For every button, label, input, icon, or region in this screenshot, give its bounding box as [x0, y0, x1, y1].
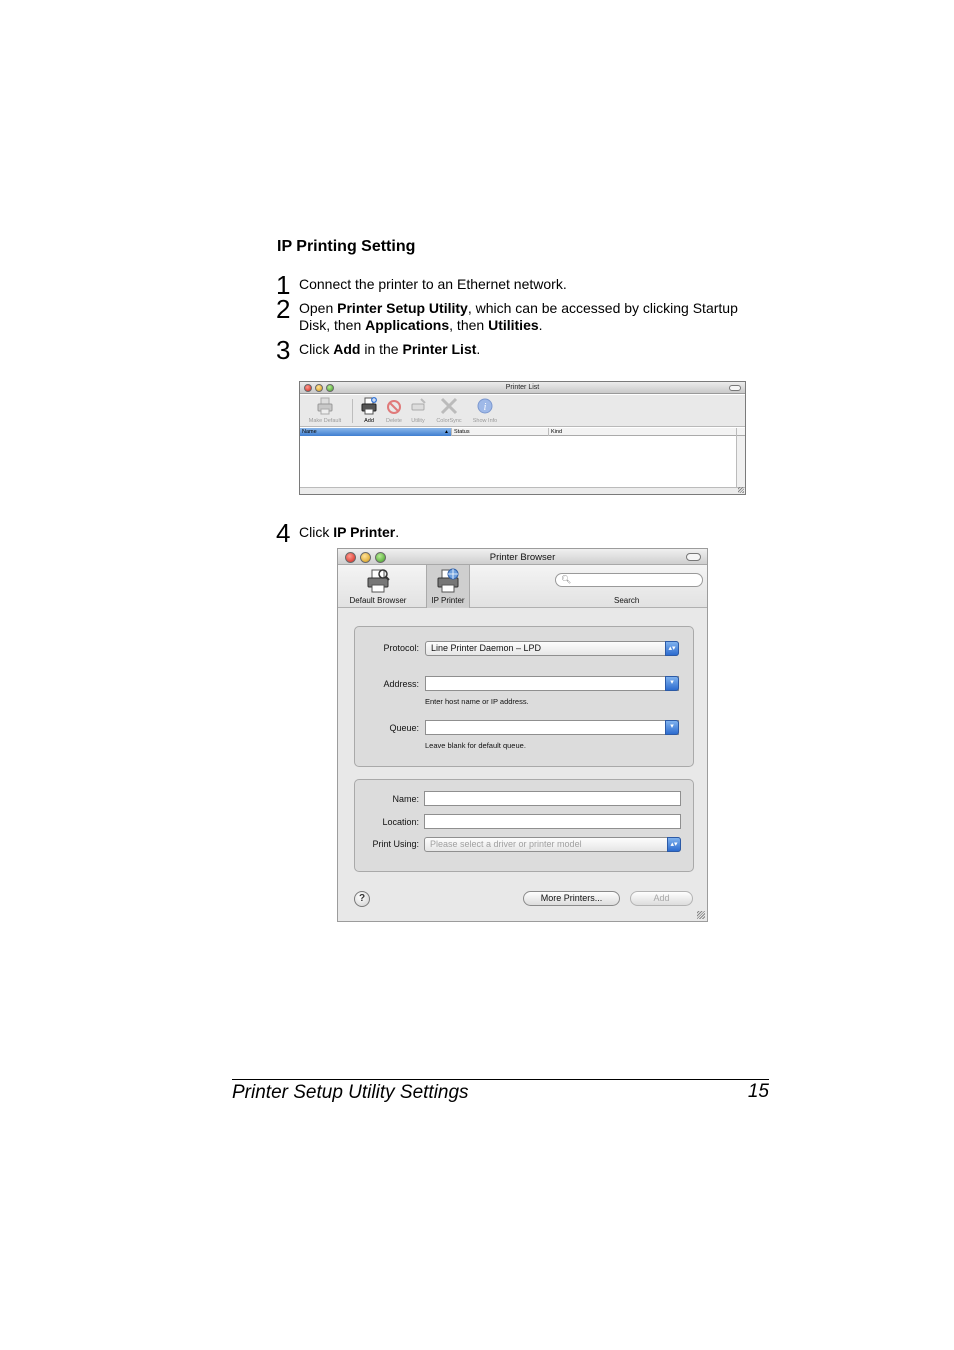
- window-titlebar: [300, 382, 745, 394]
- printer-details-group: [354, 779, 694, 872]
- window-title: Printer List: [505, 384, 540, 391]
- step-text: [299, 341, 759, 358]
- print-using-select[interactable]: [424, 837, 681, 852]
- window-titlebar: [338, 548, 707, 565]
- sort-ascending-icon: ▲: [444, 429, 449, 435]
- make-default-label: Make Default: [308, 418, 342, 424]
- footer-title: Printer Setup Utility Settings: [232, 1082, 469, 1103]
- step-run: .: [476, 341, 481, 357]
- search-label: Search: [614, 596, 640, 605]
- step-emphasis: Applications: [365, 317, 450, 333]
- step-emphasis: Utilities: [488, 317, 539, 333]
- column-status[interactable]: [452, 428, 549, 436]
- step-run: .: [538, 317, 543, 333]
- step-emphasis: IP Printer: [333, 524, 396, 540]
- resize-grip-icon[interactable]: [738, 487, 744, 493]
- default-browser-button[interactable]: [343, 565, 413, 608]
- step-run: in the: [360, 341, 403, 357]
- column-name[interactable]: [300, 428, 452, 436]
- step-run: Connect the printer to an Ethernet network.: [299, 276, 567, 292]
- add-button[interactable]: Add: [630, 891, 693, 906]
- show-info-label: Show Info: [472, 418, 498, 424]
- address-label: Address:: [383, 679, 419, 689]
- more-printers-button[interactable]: More Printers...: [523, 891, 620, 906]
- ip-printer-button[interactable]: [426, 565, 470, 608]
- protocol-select[interactable]: [425, 641, 679, 656]
- address-hint: Enter host name or IP address.: [425, 697, 529, 706]
- ip-printer-icon: [435, 568, 461, 594]
- printer-list-window: [299, 381, 746, 495]
- help-button[interactable]: ?: [354, 891, 370, 907]
- dropdown-arrow-icon[interactable]: ▾: [665, 720, 679, 735]
- step-text: [299, 524, 759, 541]
- queue-label: Queue:: [389, 723, 419, 733]
- utility-button[interactable]: [401, 397, 435, 424]
- ip-printer-label: IP Printer: [431, 596, 465, 605]
- colorsync-button[interactable]: [432, 397, 466, 424]
- utility-label: Utility: [411, 418, 425, 424]
- updown-arrows-icon: ▴▾: [667, 837, 681, 852]
- make-default-button[interactable]: [308, 397, 342, 424]
- toolbar: [300, 395, 745, 427]
- updown-arrows-icon: ▴▾: [665, 641, 679, 656]
- printer-list[interactable]: [300, 437, 737, 488]
- search-input[interactable]: [555, 573, 703, 587]
- column-kind[interactable]: [549, 428, 737, 436]
- step-run: Open: [299, 300, 338, 316]
- page-number: 15: [747, 1081, 769, 1102]
- printer-icon: [316, 397, 334, 415]
- column-name-label: Name: [302, 429, 317, 435]
- window-title: Printer Browser: [489, 552, 556, 563]
- step-number: 3: [276, 335, 291, 365]
- search-icon: 🔍︎: [561, 575, 572, 584]
- add-label: Add: [364, 418, 374, 424]
- show-info-button[interactable]: [468, 397, 502, 424]
- colorsync-label: ColorSync: [436, 418, 462, 424]
- window-bottom-bar: [300, 487, 745, 494]
- location-input[interactable]: [424, 814, 681, 829]
- step-number: 2: [276, 294, 291, 324]
- footer-rule: [232, 1079, 769, 1080]
- add-printer-icon: [360, 397, 378, 415]
- step-number: 4: [276, 518, 291, 548]
- queue-hint: Leave blank for default queue.: [425, 741, 526, 750]
- dropdown-arrow-icon[interactable]: ▾: [665, 676, 679, 691]
- queue-input[interactable]: [425, 720, 679, 735]
- info-icon: [476, 397, 494, 415]
- toolbar: [338, 565, 707, 608]
- column-headers: [300, 428, 745, 436]
- section-title: IP Printing Setting: [277, 238, 416, 255]
- printer-browser-window: [337, 548, 708, 922]
- step-emphasis: Printer Setup Utility: [337, 300, 468, 316]
- column-kind-label: Kind: [551, 429, 563, 435]
- utility-icon: [409, 397, 427, 415]
- step-number: 1: [276, 270, 291, 300]
- step-run: .: [395, 524, 400, 540]
- step-run: , which can be accessed by clicking Startup Disk, then: [299, 300, 738, 333]
- toolbar-toggle-button[interactable]: [729, 385, 741, 391]
- protocol-label: Protocol:: [383, 643, 419, 653]
- name-label: Name:: [392, 794, 419, 804]
- step-text: [299, 276, 759, 293]
- step-text: [299, 300, 759, 334]
- connection-settings-group: [354, 626, 694, 767]
- toolbar-toggle-button[interactable]: [686, 553, 701, 561]
- step-emphasis: Printer List: [402, 341, 477, 357]
- print-using-label: Print Using:: [372, 839, 419, 849]
- protocol-value: Line Printer Daemon – LPD: [431, 643, 542, 653]
- resize-grip-icon[interactable]: [697, 911, 705, 919]
- delete-label: Delete: [386, 418, 402, 424]
- address-input[interactable]: [425, 676, 679, 691]
- vertical-scrollbar[interactable]: [736, 436, 745, 488]
- step-emphasis: Add: [333, 341, 361, 357]
- step-run: , then: [449, 317, 489, 333]
- step-run: Click: [299, 341, 334, 357]
- default-browser-label: Default Browser: [349, 596, 407, 605]
- column-status-label: Status: [454, 429, 470, 435]
- step-run: Click: [299, 524, 334, 540]
- svg-text:i: i: [483, 402, 487, 413]
- location-label: Location:: [382, 817, 419, 827]
- default-browser-icon: [365, 568, 391, 594]
- colorsync-icon: [440, 397, 458, 415]
- print-using-value: Please select a driver or printer model: [430, 839, 582, 849]
- name-input[interactable]: [424, 791, 681, 806]
